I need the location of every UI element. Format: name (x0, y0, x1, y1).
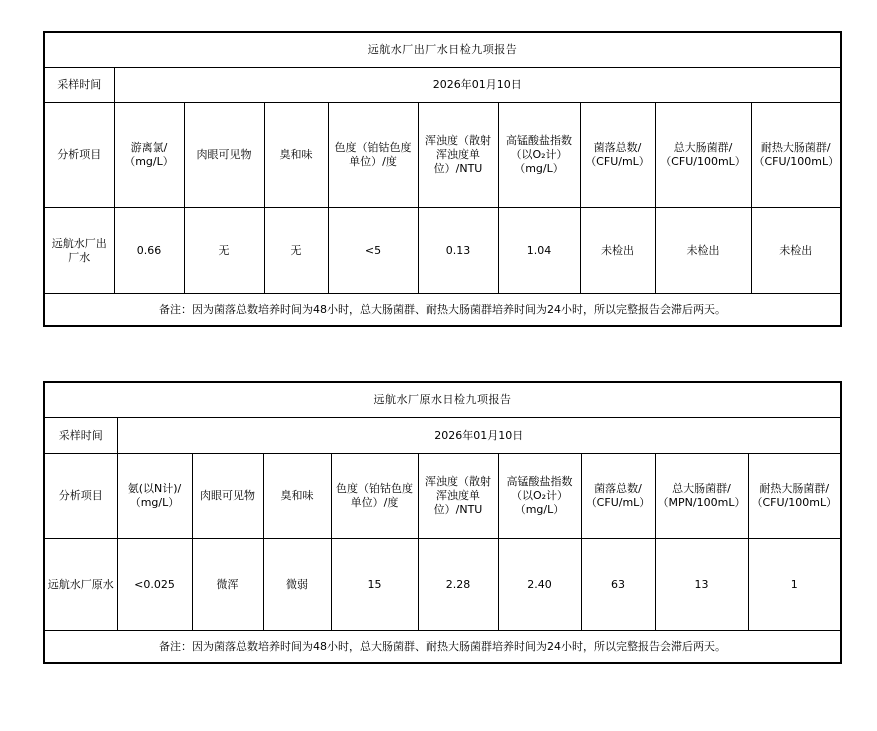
value-cell: 63 (581, 539, 655, 631)
value-cell: 未检出 (751, 208, 841, 294)
header-cell: 色度（铂钴色度单位）/度 (331, 454, 418, 539)
header-cell: 肉眼可见物 (184, 103, 264, 208)
report-note: 备注：因为菌落总数培养时间为48小时，总大肠菌群、耐热大肠菌群培养时间为24小时，所以完整报告会滞后两天。 (44, 631, 841, 664)
value-cell: 未检出 (580, 208, 655, 294)
header-cell: 总大肠菌群/（MPN/100mL） (655, 454, 748, 539)
value-cell: 13 (655, 539, 748, 631)
analysis-item-label: 分析项目 (44, 103, 114, 208)
header-cell: 耐热大肠菌群/（CFU/100mL） (751, 103, 841, 208)
header-cell: 菌落总数/（CFU/mL） (581, 454, 655, 539)
value-cell: 0.66 (114, 208, 184, 294)
sampling-time-label: 采样时间 (44, 68, 114, 103)
value-cell: 15 (331, 539, 418, 631)
raw-water-report-table (43, 381, 842, 664)
header-cell: 浑浊度（散射浑浊度单位）/NTU (418, 454, 498, 539)
header-cell: 浑浊度（散射浑浊度单位）/NTU (418, 103, 498, 208)
value-cell: 1 (748, 539, 841, 631)
header-cell: 总大肠菌群/（CFU/100mL） (655, 103, 751, 208)
value-cell: 无 (184, 208, 264, 294)
header-cell: 肉眼可见物 (192, 454, 263, 539)
header-cell: 氨(以N计)/（mg/L） (117, 454, 192, 539)
finished-water-report-table (43, 31, 842, 327)
report-title: 远航水厂原水日检九项报告 (44, 382, 841, 418)
report-title: 远航水厂出厂水日检九项报告 (44, 32, 841, 68)
sample-name: 远航水厂原水 (44, 539, 117, 631)
value-cell: <5 (328, 208, 418, 294)
header-cell: 色度（铂钴色度单位）/度 (328, 103, 418, 208)
value-cell: 0.13 (418, 208, 498, 294)
header-cell: 臭和味 (263, 454, 331, 539)
header-cell: 耐热大肠菌群/（CFU/100mL） (748, 454, 841, 539)
header-cell: 臭和味 (264, 103, 328, 208)
sampling-date: 2026年01月10日 (114, 68, 841, 103)
header-cell: 高锰酸盐指数（以O₂计）（mg/L） (498, 103, 580, 208)
value-cell: 未检出 (655, 208, 751, 294)
value-cell: 微浑 (192, 539, 263, 631)
header-cell: 游离氯/（mg/L） (114, 103, 184, 208)
sampling-time-label: 采样时间 (44, 418, 117, 454)
report-note: 备注：因为菌落总数培养时间为48小时，总大肠菌群、耐热大肠菌群培养时间为24小时，所以完整报告会滞后两天。 (44, 294, 841, 327)
value-cell: 微弱 (263, 539, 331, 631)
value-cell: 无 (264, 208, 328, 294)
header-cell: 菌落总数/（CFU/mL） (580, 103, 655, 208)
sample-name: 远航水厂出厂水 (44, 208, 114, 294)
analysis-item-label: 分析项目 (44, 454, 117, 539)
header-cell: 高锰酸盐指数（以O₂计）（mg/L） (498, 454, 581, 539)
value-cell: 1.04 (498, 208, 580, 294)
value-cell: <0.025 (117, 539, 192, 631)
value-cell: 2.28 (418, 539, 498, 631)
sampling-date: 2026年01月10日 (117, 418, 841, 454)
value-cell: 2.40 (498, 539, 581, 631)
